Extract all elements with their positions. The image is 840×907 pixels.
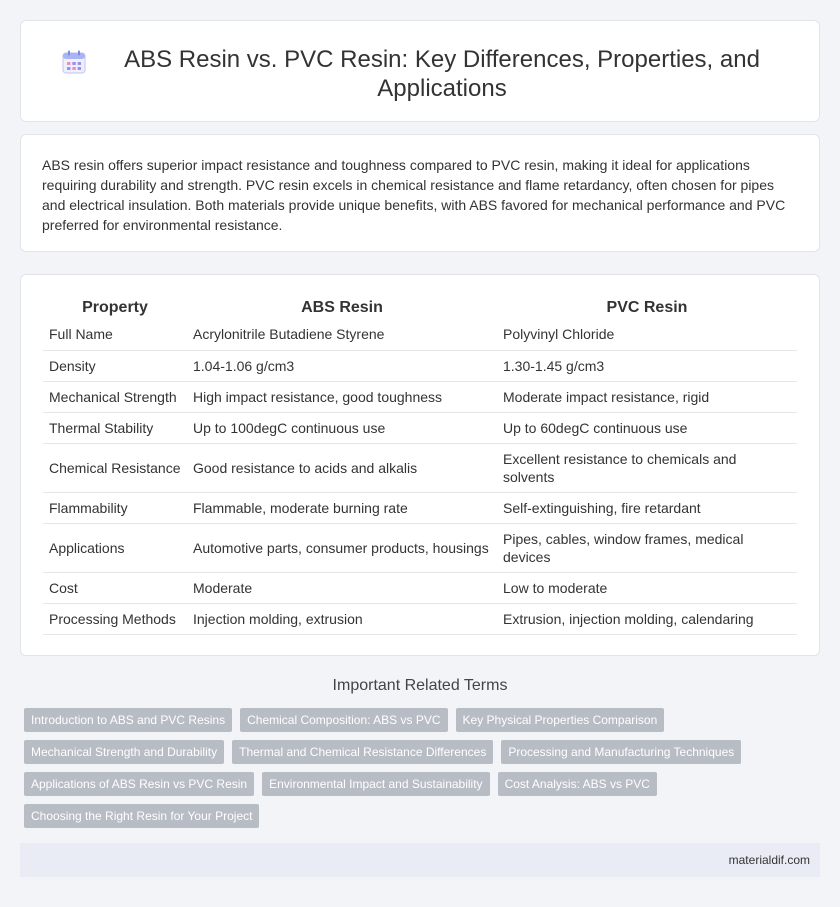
pvc-cell: Moderate impact resistance, rigid: [497, 381, 797, 412]
pvc-cell: Excellent resistance to chemicals and solvents: [497, 443, 797, 492]
property-cell: Full Name: [43, 319, 187, 350]
abs-cell: Automotive parts, consumer products, housings: [187, 523, 497, 572]
related-term-link[interactable]: Introduction to ABS and PVC Resins: [24, 708, 232, 732]
table-row: [43, 381, 797, 412]
pvc-cell: Pipes, cables, window frames, medical devices: [497, 523, 797, 572]
footer: [20, 843, 820, 877]
table-row: [43, 412, 797, 443]
property-cell: Applications: [43, 523, 187, 572]
abs-cell: High impact resistance, good toughness: [187, 381, 497, 412]
property-cell: Chemical Resistance: [43, 443, 187, 492]
summary-card: [20, 134, 820, 252]
property-cell: Cost: [43, 572, 187, 603]
page-title: ABS Resin vs. PVC Resin: Key Differences, Properties, and Applications: [124, 46, 760, 102]
related-terms-list: [24, 708, 804, 828]
related-term-link[interactable]: Applications of ABS Resin vs PVC Resin: [24, 772, 254, 796]
header-pvc-resin: PVC Resin: [606, 298, 688, 316]
property-cell: Density: [43, 350, 187, 381]
pvc-cell: Polyvinyl Chloride: [497, 319, 797, 350]
abs-cell: Good resistance to acids and alkalis: [187, 443, 497, 492]
table-row: [43, 603, 797, 634]
table-header-row: [43, 297, 797, 319]
abs-cell: Up to 100degC continuous use: [187, 412, 497, 443]
related-term-link[interactable]: Thermal and Chemical Resistance Differences: [232, 740, 493, 764]
table-row: [43, 492, 797, 523]
related-term-link[interactable]: Mechanical Strength and Durability: [24, 740, 224, 764]
calendar-grid-icon: [61, 49, 87, 75]
pvc-cell: 1.30-1.45 g/cm3: [497, 350, 797, 381]
title-row: [21, 21, 819, 103]
related-term-link[interactable]: Key Physical Properties Comparison: [456, 708, 665, 732]
related-term-link[interactable]: Chemical Composition: ABS vs PVC: [240, 708, 447, 732]
related-term-link[interactable]: Environmental Impact and Sustainability: [262, 772, 489, 796]
table-row: [43, 523, 797, 572]
related-term-link[interactable]: Cost Analysis: ABS vs PVC: [498, 772, 657, 796]
abs-cell: Flammable, moderate burning rate: [187, 492, 497, 523]
property-cell: Processing Methods: [43, 603, 187, 634]
property-cell: Mechanical Strength: [43, 381, 187, 412]
related-term-link[interactable]: Processing and Manufacturing Techniques: [501, 740, 741, 764]
table-row: [43, 572, 797, 603]
pvc-cell: Up to 60degC continuous use: [497, 412, 797, 443]
header-property: Property: [82, 298, 148, 316]
pvc-cell: Low to moderate: [497, 572, 797, 603]
comparison-table: [43, 297, 797, 635]
pvc-cell: Self-extinguishing, fire retardant: [497, 492, 797, 523]
property-cell: Flammability: [43, 492, 187, 523]
summary-text: ABS resin offers superior impact resistance and toughness compared to PVC resin, making it ideal for applications requiring durability and strength. PVC resin excels in chemical resistance and flame retardancy, often chosen for pipes and electrical insulation. Both materials provide unique benefits, with ABS favored for mechanical performance and PVC preferred for environmental resistance.: [42, 157, 786, 233]
abs-cell: Injection molding, extrusion: [187, 603, 497, 634]
title-card: [20, 20, 820, 122]
comparison-table-card: [20, 274, 820, 656]
related-terms-title: Important Related Terms: [332, 677, 508, 694]
footer-site-name[interactable]: materialdif.com: [728, 853, 810, 867]
table-row: [43, 350, 797, 381]
abs-cell: 1.04-1.06 g/cm3: [187, 350, 497, 381]
related-term-link[interactable]: Choosing the Right Resin for Your Project: [24, 804, 259, 828]
pvc-cell: Extrusion, injection molding, calendaring: [497, 603, 797, 634]
table-row: [43, 319, 797, 350]
table-row: [43, 443, 797, 492]
property-cell: Thermal Stability: [43, 412, 187, 443]
abs-cell: Acrylonitrile Butadiene Styrene: [187, 319, 497, 350]
abs-cell: Moderate: [187, 572, 497, 603]
header-abs-resin: ABS Resin: [301, 298, 383, 316]
